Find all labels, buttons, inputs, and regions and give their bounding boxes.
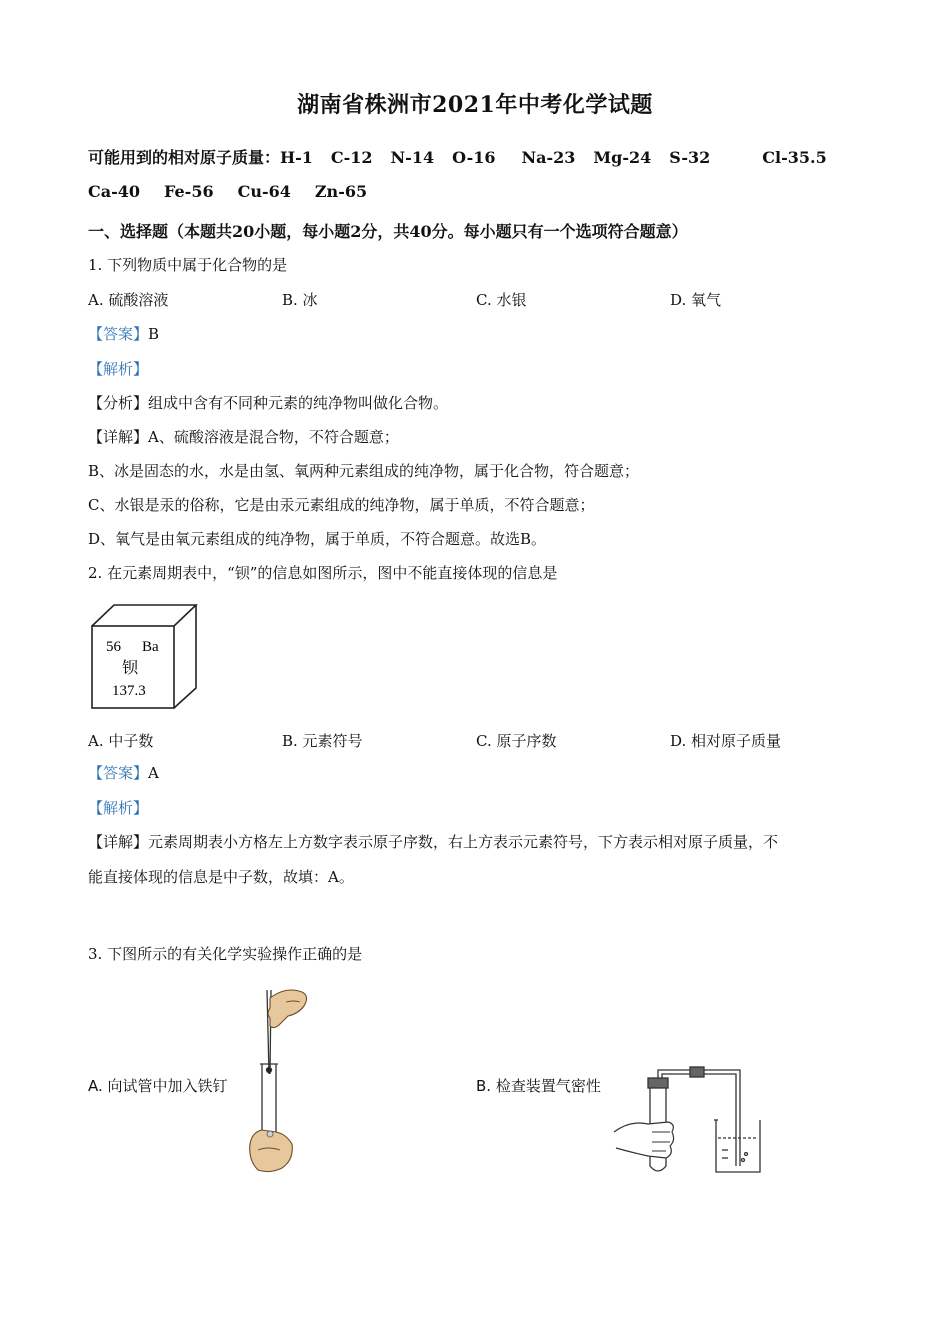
- section-heading: 一、选择题（本题共20小题，每小题2分，共40分。每小题只有一个选项符合题意）: [88, 222, 688, 241]
- q1-fenxi: 【分析】组成中含有不同种元素的纯净物叫做化合物。: [88, 394, 449, 412]
- q2-detail-line: 能直接体现的信息是中子数，故填：A。: [88, 868, 354, 886]
- q3-option-a: A. 向试管中加入铁钉: [88, 1077, 228, 1095]
- q1-option-b: B. 冰: [282, 291, 318, 309]
- mass-s: S-32: [669, 148, 711, 167]
- answer-tag: 【答案】: [88, 764, 149, 782]
- page-title: 湖南省株洲市2021年中考化学试题: [297, 92, 653, 118]
- mass-cl: Cl-35.5: [762, 148, 827, 167]
- q1-stem: 1. 下列物质中属于化合物的是: [88, 256, 288, 274]
- q2-option-d: D. 相对原子质量: [670, 732, 782, 750]
- q1-detail-line: C、水银是汞的俗称，它是由汞元素组成的纯净物，属于单质，不符合题意；: [88, 496, 595, 514]
- answer-value: B: [148, 325, 160, 343]
- q2-stem: 2. 在元素周期表中，“钡”的信息如图所示，图中不能直接体现的信息是: [88, 564, 558, 582]
- q1-detail-line: 【详解】A、硫酸溶液是混合物，不符合题意；: [88, 428, 399, 446]
- airtightness-check-illustration: [612, 1066, 772, 1178]
- q1-option-d: D. 氧气: [670, 291, 722, 309]
- element-mass: 137.3: [112, 683, 146, 699]
- element-name: 钡: [122, 660, 139, 677]
- mass-o: O-16: [452, 148, 496, 167]
- element-number: 56: [106, 639, 121, 655]
- q1-option-c: C. 水银: [476, 291, 527, 309]
- answer-tag: 【答案】: [88, 325, 149, 343]
- mass-fe: Fe-56: [164, 182, 214, 201]
- mass-mg: Mg-24: [593, 148, 652, 167]
- mass-na: Na-23: [521, 148, 576, 167]
- atomic-masses-row-2: [88, 182, 385, 201]
- mass-cu: Cu-64: [237, 182, 291, 201]
- q1-detail-line: B、冰是固态的水，水是由氢、氧两种元素组成的纯净物，属于化合物，符合题意；: [88, 462, 640, 480]
- mass-n: N-14: [390, 148, 435, 167]
- q2-analysis-tag: 【解析】: [88, 799, 149, 817]
- q2-option-a: A. 中子数: [88, 732, 154, 750]
- mass-ca: Ca-40: [88, 182, 141, 201]
- q2-detail-line: 【详解】元素周期表小方格左上方数字表示原子序数，右上方表示元素符号，下方表示相对原子质量，不: [88, 833, 779, 851]
- test-tube-tweezers-illustration: [240, 984, 320, 1176]
- mass-h: H-1: [280, 148, 313, 167]
- mass-zn: Zn-65: [314, 182, 368, 201]
- mass-c: C-12: [330, 148, 373, 167]
- barium-element-cube: [88, 602, 200, 712]
- q1-detail-line: D、氧气是由氧元素组成的纯净物，属于单质，不符合题意。故选B。: [88, 530, 547, 548]
- atomic-masses-label: 可能用到的相对原子质量：: [88, 148, 281, 167]
- answer-value: A: [148, 764, 159, 782]
- q1-answer: [88, 323, 159, 344]
- element-symbol: Ba: [142, 639, 159, 655]
- q1-analysis-tag: 【解析】: [88, 360, 149, 378]
- q2-option-b: B. 元素符号: [282, 732, 363, 750]
- q3-stem: 3. 下图所示的有关化学实验操作正确的是: [88, 945, 363, 963]
- q1-option-a: A. 硫酸溶液: [88, 291, 169, 309]
- atomic-masses-row-1: [88, 145, 845, 168]
- q2-answer: [88, 762, 159, 783]
- q3-option-b: B. 检查装置气密性: [476, 1077, 601, 1095]
- q2-option-c: C. 原子序数: [476, 732, 557, 750]
